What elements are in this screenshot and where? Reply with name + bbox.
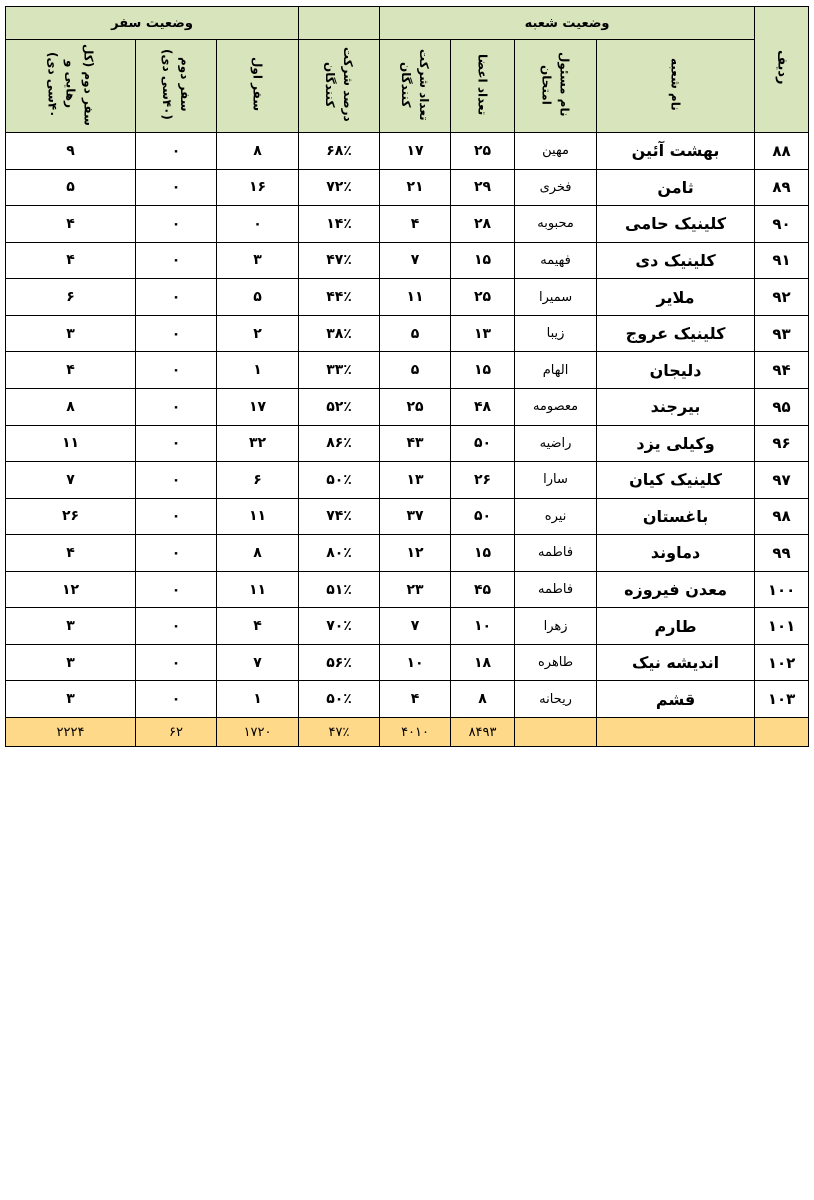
exam-manager-cell: ریحانه — [515, 681, 597, 718]
second-trip-total-cell: ۸ — [6, 388, 136, 425]
second-trip-40-cell: ۰ — [136, 681, 217, 718]
row-index-cell: ۹۰ — [755, 206, 809, 243]
row-index-cell: ۹۹ — [755, 535, 809, 572]
exam-manager-cell: فخری — [515, 169, 597, 206]
first-trip-cell: ۸ — [217, 133, 299, 170]
totals-participants: ۴۰۱۰ — [380, 718, 451, 747]
exam-manager-cell: راضیه — [515, 425, 597, 462]
second-trip-40-cell: ۰ — [136, 242, 217, 279]
branch-name-cell: کلینیک عروج — [597, 315, 755, 352]
members-count-cell: ۸ — [451, 681, 515, 718]
second-trip-total-cell: ۴ — [6, 242, 136, 279]
second-trip-total-cell: ۱۱ — [6, 425, 136, 462]
participants-count-cell: ۷ — [380, 242, 451, 279]
row-index-cell: ۹۸ — [755, 498, 809, 535]
row-index-cell: ۹۳ — [755, 315, 809, 352]
participation-percent-cell: ۵۶٪ — [299, 644, 380, 681]
second-trip-total-cell: ۴ — [6, 206, 136, 243]
members-count-cell: ۲۸ — [451, 206, 515, 243]
header-second-trip-40: سفر دوم (۴۰سی دی) — [136, 40, 217, 133]
branch-name-cell: ثامن — [597, 169, 755, 206]
row-index-cell: ۹۵ — [755, 388, 809, 425]
branch-name-cell: بهشت آئین — [597, 133, 755, 170]
participants-count-cell: ۴ — [380, 681, 451, 718]
header-blank — [299, 7, 380, 40]
participation-percent-cell: ۵۱٪ — [299, 571, 380, 608]
row-index-cell: ۹۴ — [755, 352, 809, 389]
second-trip-total-cell: ۵ — [6, 169, 136, 206]
table-row — [6, 206, 809, 243]
second-trip-total-cell: ۲۶ — [6, 498, 136, 535]
second-trip-40-cell: ۰ — [136, 535, 217, 572]
first-trip-cell: ۸ — [217, 535, 299, 572]
table-row — [6, 315, 809, 352]
branch-name-cell: کلینیک کیان — [597, 462, 755, 499]
second-trip-total-cell: ۳ — [6, 644, 136, 681]
participants-count-cell: ۲۱ — [380, 169, 451, 206]
participation-percent-cell: ۳۸٪ — [299, 315, 380, 352]
members-count-cell: ۱۸ — [451, 644, 515, 681]
exam-manager-cell: معصومه — [515, 388, 597, 425]
members-count-cell: ۵۰ — [451, 498, 515, 535]
totals-second-trip-total: ۲۲۲۴ — [6, 718, 136, 747]
exam-manager-cell: مهین — [515, 133, 597, 170]
table-row — [6, 498, 809, 535]
table-row — [6, 535, 809, 572]
first-trip-cell: ۷ — [217, 644, 299, 681]
first-trip-cell: ۱۱ — [217, 498, 299, 535]
first-trip-cell: ۰ — [217, 206, 299, 243]
members-count-cell: ۵۰ — [451, 425, 515, 462]
table-row — [6, 352, 809, 389]
participation-percent-cell: ۷۲٪ — [299, 169, 380, 206]
participants-count-cell: ۱۷ — [380, 133, 451, 170]
branch-name-cell: باغستان — [597, 498, 755, 535]
table-row — [6, 242, 809, 279]
header-members-count: تعداد اعضا — [451, 40, 515, 133]
header-branch-name: نام شعبه — [597, 40, 755, 133]
members-count-cell: ۱۳ — [451, 315, 515, 352]
table-row — [6, 462, 809, 499]
row-index-cell: ۱۰۲ — [755, 644, 809, 681]
table-row — [6, 425, 809, 462]
second-trip-total-cell: ۴ — [6, 535, 136, 572]
members-count-cell: ۲۵ — [451, 133, 515, 170]
table-row — [6, 571, 809, 608]
header-branch-status: وضعیت شعبه — [380, 7, 755, 40]
totals-manager — [515, 718, 597, 747]
exam-manager-cell: زیبا — [515, 315, 597, 352]
second-trip-40-cell: ۰ — [136, 498, 217, 535]
second-trip-total-cell: ۹ — [6, 133, 136, 170]
exam-manager-cell: الهام — [515, 352, 597, 389]
table-row — [6, 681, 809, 718]
members-count-cell: ۱۰ — [451, 608, 515, 645]
exam-manager-cell: زهرا — [515, 608, 597, 645]
second-trip-40-cell: ۰ — [136, 169, 217, 206]
second-trip-40-cell: ۰ — [136, 388, 217, 425]
participation-percent-cell: ۶۸٪ — [299, 133, 380, 170]
exam-manager-cell: طاهره — [515, 644, 597, 681]
first-trip-cell: ۳۲ — [217, 425, 299, 462]
row-index-cell: ۸۹ — [755, 169, 809, 206]
row-index-cell: ۱۰۳ — [755, 681, 809, 718]
members-count-cell: ۲۹ — [451, 169, 515, 206]
second-trip-40-cell: ۰ — [136, 279, 217, 316]
second-trip-40-cell: ۰ — [136, 425, 217, 462]
first-trip-cell: ۴ — [217, 608, 299, 645]
branch-name-cell: کلینیک حامی — [597, 206, 755, 243]
table-row — [6, 279, 809, 316]
totals-second-trip-40: ۶۲ — [136, 718, 217, 747]
second-trip-total-cell: ۳ — [6, 681, 136, 718]
table-row — [6, 133, 809, 170]
participation-percent-cell: ۱۴٪ — [299, 206, 380, 243]
first-trip-cell: ۱۷ — [217, 388, 299, 425]
totals-percent: ۴۷٪ — [299, 718, 380, 747]
table-row — [6, 388, 809, 425]
participation-percent-cell: ۷۰٪ — [299, 608, 380, 645]
totals-branch — [597, 718, 755, 747]
participants-count-cell: ۵ — [380, 352, 451, 389]
participants-count-cell: ۲۵ — [380, 388, 451, 425]
second-trip-total-cell: ۱۲ — [6, 571, 136, 608]
participants-count-cell: ۲۳ — [380, 571, 451, 608]
totals-row — [6, 718, 809, 747]
exam-manager-cell: فاطمه — [515, 535, 597, 572]
row-index-cell: ۹۱ — [755, 242, 809, 279]
header-travel-status: وضعیت سفر — [6, 7, 299, 40]
branch-name-cell: ملایر — [597, 279, 755, 316]
exam-manager-cell: محبوبه — [515, 206, 597, 243]
members-count-cell: ۱۵ — [451, 535, 515, 572]
participants-count-cell: ۴۳ — [380, 425, 451, 462]
header-second-trip-total: سفر دوم (کل رهایی و ۴۰سی دی) — [6, 40, 136, 133]
row-index-cell: ۱۰۰ — [755, 571, 809, 608]
table-row — [6, 644, 809, 681]
second-trip-40-cell: ۰ — [136, 462, 217, 499]
branch-name-cell: قشم — [597, 681, 755, 718]
participants-count-cell: ۱۳ — [380, 462, 451, 499]
members-count-cell: ۲۵ — [451, 279, 515, 316]
participation-percent-cell: ۷۴٪ — [299, 498, 380, 535]
header-first-trip: سفر اول — [217, 40, 299, 133]
participation-percent-cell: ۸۰٪ — [299, 535, 380, 572]
members-count-cell: ۱۵ — [451, 242, 515, 279]
totals-first-trip: ۱۷۲۰ — [217, 718, 299, 747]
branch-name-cell: اندیشه نیک — [597, 644, 755, 681]
first-trip-cell: ۳ — [217, 242, 299, 279]
participation-percent-cell: ۴۴٪ — [299, 279, 380, 316]
first-trip-cell: ۱ — [217, 681, 299, 718]
table-row — [6, 169, 809, 206]
first-trip-cell: ۱۶ — [217, 169, 299, 206]
second-trip-total-cell: ۳ — [6, 315, 136, 352]
branch-name-cell: بیرجند — [597, 388, 755, 425]
participants-count-cell: ۱۱ — [380, 279, 451, 316]
second-trip-40-cell: ۰ — [136, 133, 217, 170]
exam-manager-cell: فاطمه — [515, 571, 597, 608]
row-index-cell: ۸۸ — [755, 133, 809, 170]
first-trip-cell: ۶ — [217, 462, 299, 499]
branch-name-cell: دلیجان — [597, 352, 755, 389]
participation-percent-cell: ۵۰٪ — [299, 681, 380, 718]
exam-manager-cell: سارا — [515, 462, 597, 499]
second-trip-40-cell: ۰ — [136, 608, 217, 645]
participation-percent-cell: ۳۳٪ — [299, 352, 380, 389]
row-index-cell: ۹۷ — [755, 462, 809, 499]
participants-count-cell: ۴ — [380, 206, 451, 243]
second-trip-total-cell: ۴ — [6, 352, 136, 389]
totals-idx — [755, 718, 809, 747]
branch-name-cell: کلینیک دی — [597, 242, 755, 279]
first-trip-cell: ۱ — [217, 352, 299, 389]
branch-name-cell: وکیلی یزد — [597, 425, 755, 462]
second-trip-total-cell: ۳ — [6, 608, 136, 645]
participation-percent-cell: ۸۶٪ — [299, 425, 380, 462]
members-count-cell: ۴۸ — [451, 388, 515, 425]
row-index-cell: ۹۲ — [755, 279, 809, 316]
second-trip-total-cell: ۷ — [6, 462, 136, 499]
header-participants-count: تعداد شرکت کنندگان — [380, 40, 451, 133]
first-trip-cell: ۲ — [217, 315, 299, 352]
header-participation-percent: درصد شرکت کنندگان — [299, 40, 380, 133]
exam-manager-cell: سمیرا — [515, 279, 597, 316]
participants-count-cell: ۵ — [380, 315, 451, 352]
branch-status-table — [5, 6, 809, 747]
participants-count-cell: ۷ — [380, 608, 451, 645]
second-trip-40-cell: ۰ — [136, 352, 217, 389]
members-count-cell: ۴۵ — [451, 571, 515, 608]
second-trip-40-cell: ۰ — [136, 315, 217, 352]
members-count-cell: ۱۵ — [451, 352, 515, 389]
header-row-number: ردیف — [755, 7, 809, 133]
totals-members: ۸۴۹۳ — [451, 718, 515, 747]
second-trip-40-cell: ۰ — [136, 571, 217, 608]
participation-percent-cell: ۵۲٪ — [299, 388, 380, 425]
exam-manager-cell: نیره — [515, 498, 597, 535]
first-trip-cell: ۱۱ — [217, 571, 299, 608]
participants-count-cell: ۱۲ — [380, 535, 451, 572]
second-trip-40-cell: ۰ — [136, 206, 217, 243]
second-trip-40-cell: ۰ — [136, 644, 217, 681]
exam-manager-cell: فهیمه — [515, 242, 597, 279]
row-index-cell: ۹۶ — [755, 425, 809, 462]
header-exam-manager: نام مسئول امتحان — [515, 40, 597, 133]
first-trip-cell: ۵ — [217, 279, 299, 316]
table-row — [6, 608, 809, 645]
participants-count-cell: ۳۷ — [380, 498, 451, 535]
participants-count-cell: ۱۰ — [380, 644, 451, 681]
branch-name-cell: دماوند — [597, 535, 755, 572]
members-count-cell: ۲۶ — [451, 462, 515, 499]
second-trip-total-cell: ۶ — [6, 279, 136, 316]
branch-name-cell: معدن فیروزه — [597, 571, 755, 608]
participation-percent-cell: ۵۰٪ — [299, 462, 380, 499]
row-index-cell: ۱۰۱ — [755, 608, 809, 645]
branch-name-cell: طارم — [597, 608, 755, 645]
participation-percent-cell: ۴۷٪ — [299, 242, 380, 279]
